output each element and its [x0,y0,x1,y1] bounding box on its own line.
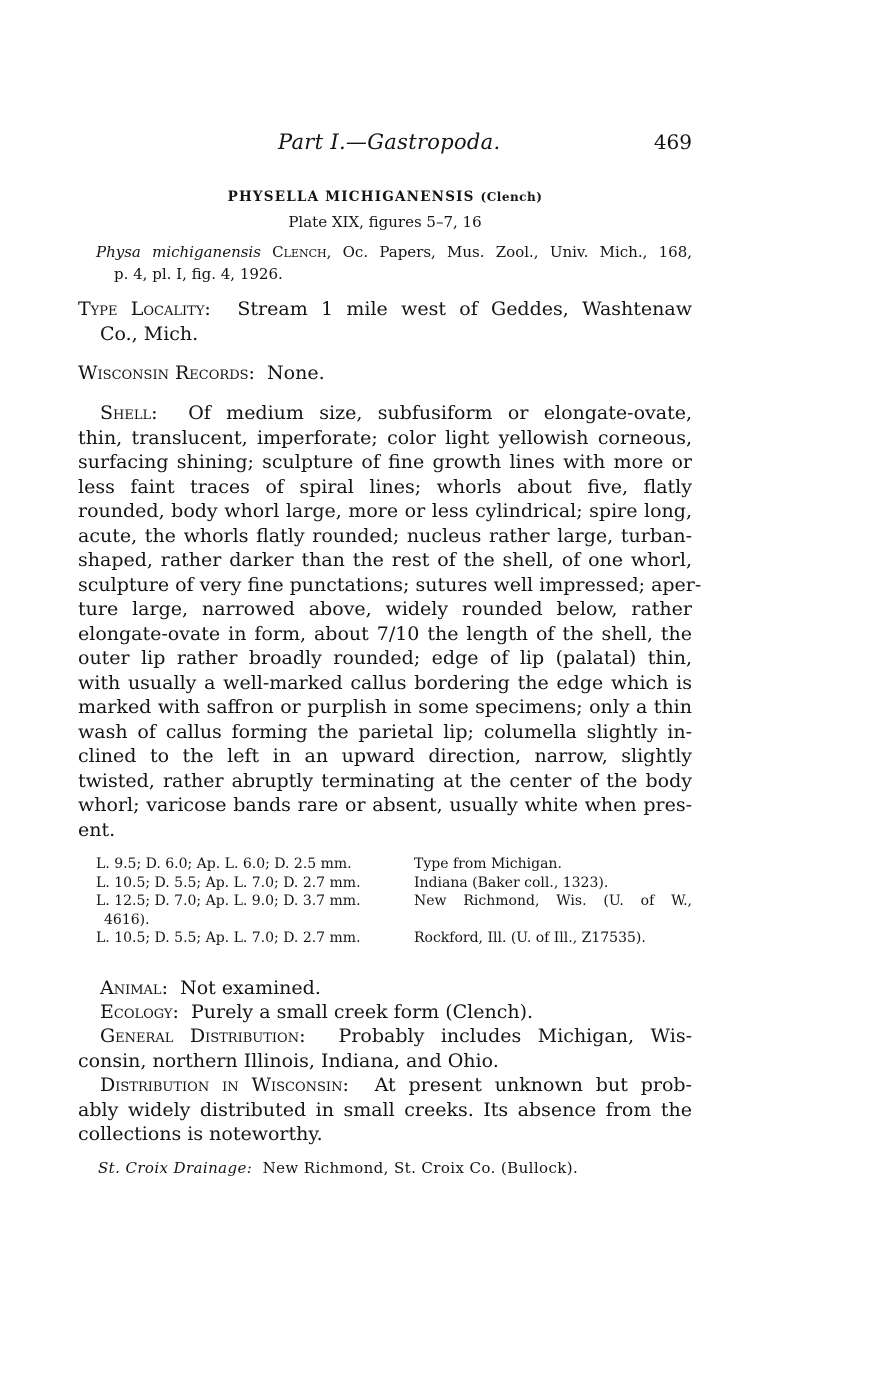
shell-line: acute, the whorls flatly rounded; nucleus rather large, turban- [78,524,692,547]
species-name: PHYSELLA MICHIGANENSIS [227,189,475,205]
wisconsin-records-label: Wisconsin Records: [78,362,255,384]
wisconsin-distribution-line-1: At present unknown but prob- [374,1074,692,1096]
measurement-values: 4616). [104,911,150,928]
measurement-row [78,855,692,874]
shell-line: wash of callus forming the parietal lip; columella slightly in- [78,720,692,743]
synonymy-author: Clench [272,243,327,261]
ecology-label: Ecology: [100,1001,179,1023]
species-authority: (Clench) [480,190,543,204]
wisconsin-distribution-line-2: ably widely distributed in small creeks. Its absence from the [78,1098,692,1121]
synonymy-taxon: Physa michiganensis [96,243,261,261]
plate-reference: Plate XIX, figures 5–7, 16 [288,213,482,231]
measurement-locality: Indiana (Baker coll., 1323). [414,874,609,891]
measurement-row [78,874,692,893]
type-locality [78,297,692,346]
synonymy-line-2: p. 4, pl. I, fig. 4, 1926. [114,265,283,283]
wisconsin-records-text: None. [267,362,325,384]
shell-label: Shell: [100,402,158,424]
shell-line: twisted, rather abruptly terminating at the center of the body [78,769,692,792]
shell-line: outer lip rather broadly rounded; edge of lip (palatal) thin, [78,647,692,669]
shell-line: Shell: Of medium size, subfusiform or elongate-ovate, [100,402,692,424]
wisconsin-distribution-line-3: collections is noteworthy. [78,1123,323,1145]
shell-line: whorl; varicose bands rare or absent, usually white when pres- [78,794,692,816]
animal-text: Not examined. [180,977,321,999]
shell-line: ent. [78,818,116,841]
measurement-values: L. 10.5; D. 5.5; Ap. L. 7.0; D. 2.7 mm. [96,930,361,946]
synonymy-line-1 [78,241,692,263]
wisconsin-distribution-label: Distribution in Wisconsin: [100,1074,349,1096]
type-locality-label: Type Locality: [78,298,211,320]
measurement-locality: Rockford, Ill. (U. of Ill., Z17535). [414,930,646,946]
measurement-values: L. 9.5; D. 6.0; Ap. L. 6.0; D. 2.5 mm. [96,856,352,872]
shell-line: with usually a well-marked callus bordering the edge which is [78,671,692,694]
shell-line: marked with saffron or purplish in some specimens; only a thin [78,696,692,718]
type-locality-line-2: Co., Mich. [100,322,199,345]
shell-line: shaped, rather darker than the rest of the shell, of one whorl, [78,549,692,571]
shell-line: sculpture of very fine punctations; sutures well impressed; aper- [78,573,702,596]
drainage-label: St. Croix Drainage: [98,1159,253,1177]
shell-line: rounded, body whorl large, more or less cylindrical; spire long, [78,500,692,522]
shell-line: elongate-ovate in form, about 7/10 the length of the shell, the [78,622,692,645]
type-locality-line-1: Stream 1 mile west of Geddes, Washtenaw [237,298,692,320]
wisconsin-records [78,361,692,386]
measurement-values: L. 10.5; D. 5.5; Ap. L. 7.0; D. 2.7 mm. [96,874,361,891]
shell-line: thin, translucent, imperforate; color light yellowish corneous, [78,426,692,449]
synonymy [78,241,692,285]
general-distribution-section [78,1024,692,1073]
running-title: Part I.—Gastropoda. [278,130,501,154]
measurement-row [78,911,692,930]
shell-line: ture large, narrowed above, widely rounded below, rather [78,598,692,620]
shell-description [78,401,702,842]
measurement-locality: New Richmond, Wis. (U. of W., [414,893,692,909]
general-distribution-label: General Distribution: [100,1025,306,1047]
measurement-values: L. 12.5; D. 7.0; Ap. L. 9.0; D. 3.7 mm. [96,893,361,909]
synonymy-citation: , Oc. Papers, Mus. Zool., Univ. Mich., 168, [326,243,692,261]
drainage-record [98,1159,692,1177]
animal-section [78,976,692,1001]
measurement-locality: Type from Michigan. [414,856,562,872]
shell-line: surfacing shining; sculpture of fine growth lines with more or [78,451,692,473]
ecology-section [78,1000,692,1025]
shell-line: clined to the left in an upward direction, narrow, slightly [78,745,692,767]
shell-line: less faint traces of spiral lines; whorls about five, flatly [78,475,692,498]
measurement-row [78,892,692,911]
page-number: 469 [653,130,692,154]
drainage-text: New Richmond, St. Croix Co. (Bullock). [262,1159,579,1177]
species-heading [78,189,692,205]
measurement-row [78,929,692,948]
wisconsin-distribution-section [78,1073,692,1147]
running-head [78,130,692,160]
animal-label: Animal: [100,977,168,999]
ecology-text: Purely a small creek form (Clench). [191,1001,534,1023]
measurements-table [78,855,692,948]
general-distribution-line-2: consin, northern Illinois, Indiana, and Ohio. [78,1049,499,1072]
general-distribution-line-1: Probably includes Michigan, Wis- [338,1025,692,1047]
